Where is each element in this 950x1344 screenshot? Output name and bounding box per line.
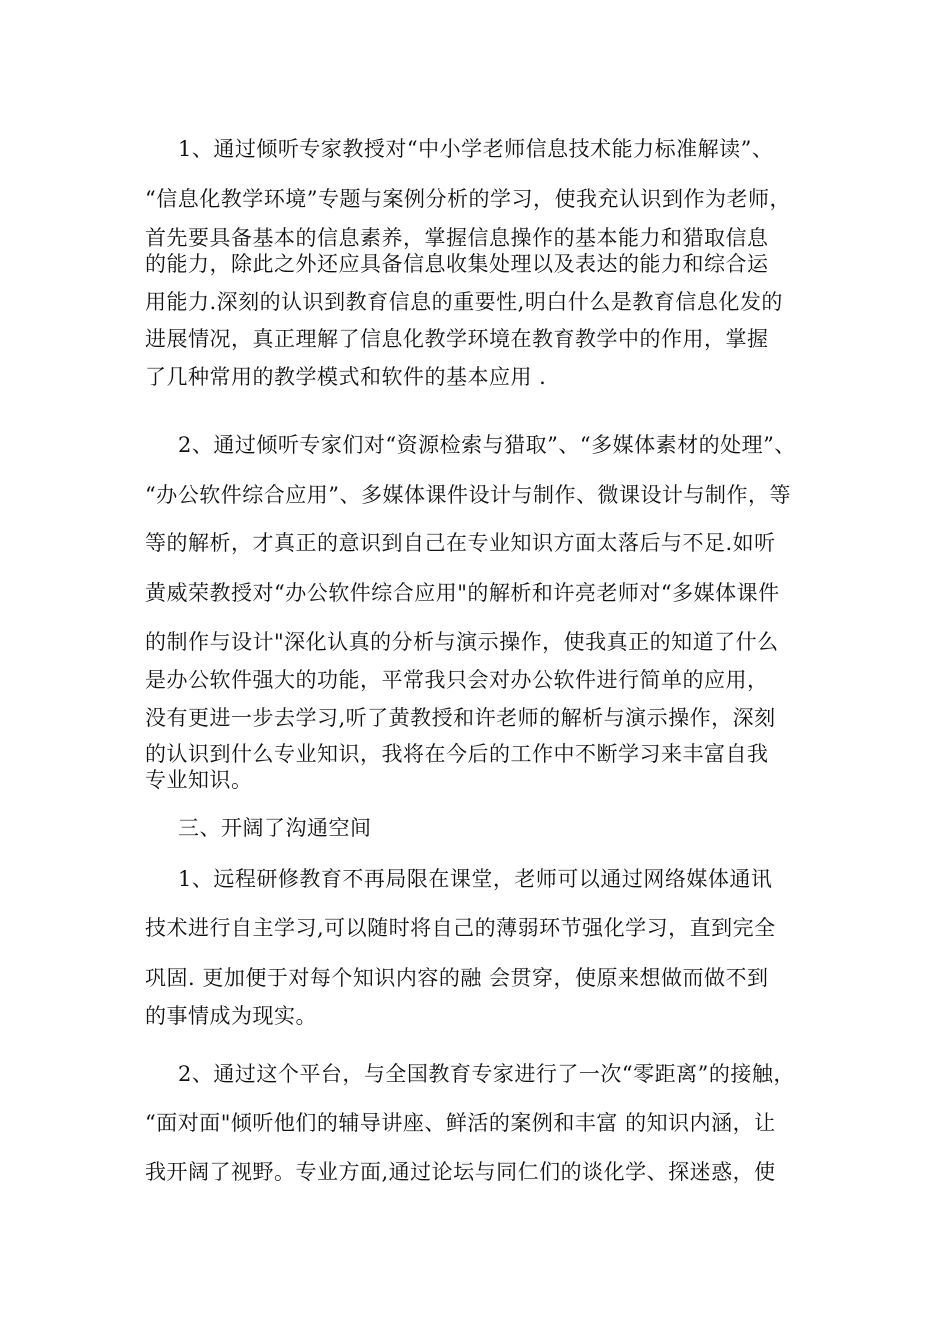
text-line: 1、通过倾听专家教授对“中小学老师信息技术能力标准解读”、 [178, 137, 774, 161]
section-heading: 三、开阔了沟通空间 [178, 816, 372, 840]
text-line: 进展情况，真正理解了信息化教学环境在教育教学中的作用，掌握 [145, 327, 769, 351]
text-line: “办公软件综合应用”、多媒体课件设计与制作、微课设计与制作，等 [145, 483, 791, 507]
text-line: 2、通过这个平台，与全国教育专家进行了一次“零距离”的接触， [178, 1062, 795, 1086]
text-line: 巩固. 更加便于对每个知识内容的融 会贯穿，使原来想做而做不到 [145, 966, 769, 990]
text-line: 首先要具备基本的信息素养，掌握信息操作的基本能力和猎取信息 [145, 226, 769, 250]
text-line: 我开阔了视野。专业方面,通过论坛与同仁们的谈化学、探迷惑，使 [145, 1160, 776, 1184]
text-line: 的认识到什么专业知识，我将在今后的工作中不断学习来丰富自我 [145, 742, 769, 766]
text-line: 专业知识。 [145, 768, 253, 792]
text-line: 黄威荣教授对“办公软件综合应用"的解析和许亮老师对“多媒体课件 [145, 581, 780, 605]
text-line: 2、通过倾听专家们对“资源检索与猎取”、“多媒体素材的处理”、 [178, 433, 796, 457]
text-line: 了几种常用的教学模式和软件的基本应用 . [145, 365, 547, 389]
text-line: “面对面"倾听他们的辅导讲座、鲜活的案例和丰富 的知识内涵，让 [145, 1111, 776, 1135]
text-line: 等的解析，才真正的意识到自己在专业知识方面太落后与不足.如听 [145, 531, 776, 555]
text-line: 的事情成为现实。 [145, 1004, 317, 1028]
text-line: 用能力.深刻的认识到教育信息的重要性,明白什么是教育信息化发的 [145, 290, 783, 314]
text-line: 没有更进一步去学习,听了黄教授和许老师的解析与演示操作，深刻 [145, 706, 776, 730]
text-line: 技术进行自主学习,可以随时将自己的薄弱环节强化学习，直到完全 [145, 916, 776, 940]
text-line: 的制作与设计"深化认真的分析与演示操作，使我真正的知道了什么 [145, 630, 779, 654]
text-line: 是办公软件强大的功能，平常我只会对办公软件进行简单的应用， [145, 668, 769, 692]
text-line: 的能力，除此之外还应具备信息收集处理以及表达的能力和综合运 [145, 252, 769, 276]
text-line: 1、远程研修教育不再局限在课堂，老师可以通过网络媒体通讯 [178, 867, 773, 891]
text-line: “信息化教学环境”专题与案例分析的学习，使我充认识到作为老师， [145, 187, 791, 211]
